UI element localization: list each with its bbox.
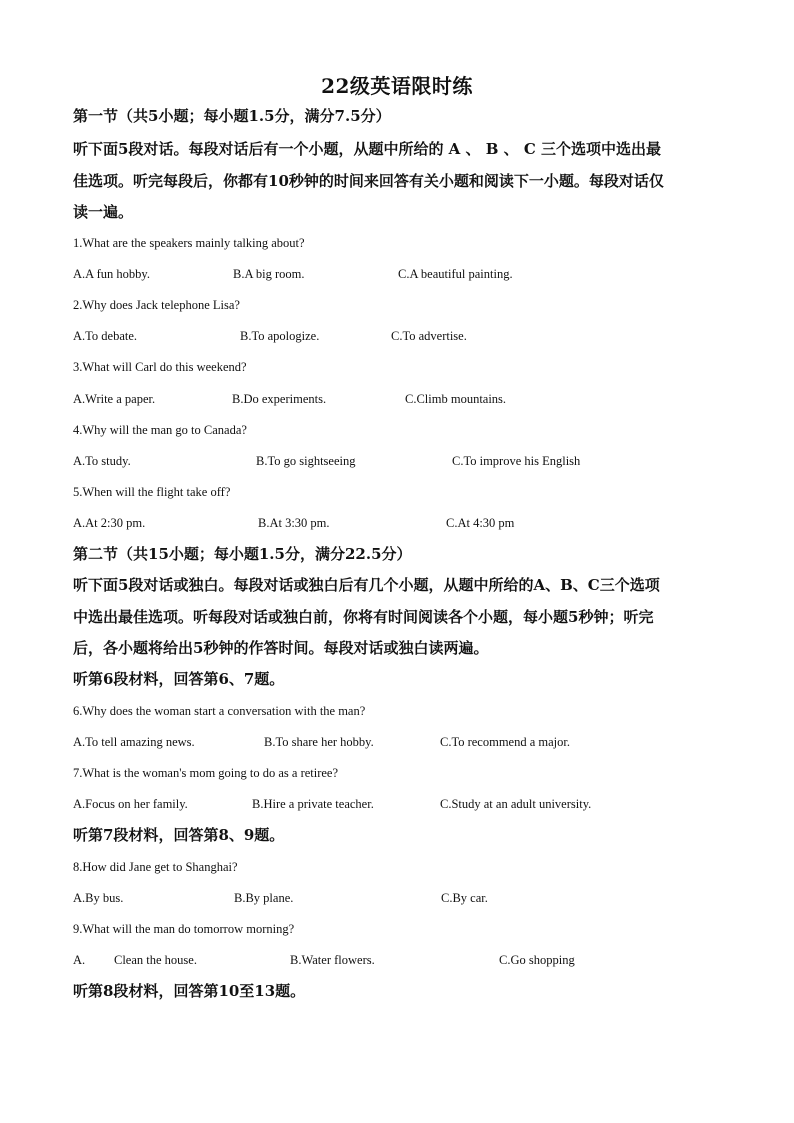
option-8a: A.By bus. xyxy=(73,891,124,905)
section1-instruction-line3: 读一遍。 xyxy=(73,203,134,221)
option-5c: C.At 4:30 pm xyxy=(446,516,515,530)
group-8-heading: 听第8段材料，回答第10至13题。 xyxy=(73,982,306,1000)
section1-instruction-line2: 佳选项。听完每段后，你都有10秒钟的时间来回答有关小题和阅读下一小题。每段对话仅 xyxy=(73,172,664,190)
option-5a: A.At 2:30 pm. xyxy=(73,516,146,530)
option-4c: C.To improve his English xyxy=(452,454,581,468)
option-2a: A.To debate. xyxy=(73,329,138,343)
option-1a: A.A fun hobby. xyxy=(73,267,150,281)
question-4: 4.Why will the man go to Canada? xyxy=(73,423,247,437)
question-8: 8.How did Jane get to Shanghai? xyxy=(73,860,238,874)
option-6c: C.To recommend a major. xyxy=(440,735,570,749)
option-7b: B.Hire a private teacher. xyxy=(252,797,374,811)
question-2: 2.Why does Jack telephone Lisa? xyxy=(73,298,240,312)
group-6-heading: 听第6段材料，回答第6、7题。 xyxy=(73,670,285,688)
option-4a: A.To study. xyxy=(73,454,131,468)
option-5b: B.At 3:30 pm. xyxy=(258,516,330,530)
question-6: 6.Why does the woman start a conversation with the man? xyxy=(73,704,366,718)
option-1c: C.A beautiful painting. xyxy=(398,267,513,281)
option-8b: B.By plane. xyxy=(234,891,294,905)
option-4b: B.To go sightseeing xyxy=(256,454,356,468)
option-2c: C.To advertise. xyxy=(391,329,467,343)
section2-instruction-line3: 后，各小题将给出5秒钟的作答时间。每段对话或独白读两遍。 xyxy=(73,639,489,657)
option-9a-text: Clean the house. xyxy=(114,953,197,967)
section1-heading: 第一节（共5小题；每小题1.5分，满分7.5分） xyxy=(73,107,391,125)
option-7a: A.Focus on her family. xyxy=(73,797,188,811)
option-3b: B.Do experiments. xyxy=(232,392,327,406)
section2-instruction-line1: 听下面5段对话或独白。每段对话或独白后有几个小题，从题中所给的A、B、C三个选项 xyxy=(73,576,660,594)
option-9a-letter: A. xyxy=(73,953,86,967)
question-3: 3.What will Carl do this weekend? xyxy=(73,360,247,374)
option-7c: C.Study at an adult university. xyxy=(440,797,592,811)
option-9c: C.Go shopping xyxy=(499,953,575,967)
option-6b: B.To share her hobby. xyxy=(264,735,374,749)
section1-instruction-line1: 听下面5段对话。每段对话后有一个小题，从题中所给的 A 、 B 、 C 三个选项中选出最 xyxy=(73,140,662,158)
option-3a: A.Write a paper. xyxy=(73,392,156,406)
option-6a: A.To tell amazing news. xyxy=(73,735,195,749)
option-1b: B.A big room. xyxy=(233,267,305,281)
option-8c: C.By car. xyxy=(441,891,488,905)
group-7-heading: 听第7段材料，回答第8、9题。 xyxy=(73,826,285,844)
question-7: 7.What is the woman's mom going to do as a retiree? xyxy=(73,766,339,780)
question-5: 5.When will the flight take off? xyxy=(73,485,231,499)
question-1: 1.What are the speakers mainly talking about? xyxy=(73,236,305,250)
option-3c: C.Climb mountains. xyxy=(405,392,507,406)
section2-instruction-line2: 中选出最佳选项。听每段对话或独白前，你将有时间阅读各个小题，每小题5秒钟；听完 xyxy=(73,608,654,626)
page-title: 22级英语限时练 xyxy=(321,74,473,98)
option-9b: B.Water flowers. xyxy=(290,953,375,967)
option-2b: B.To apologize. xyxy=(240,329,320,343)
section2-heading: 第二节（共15小题；每小题1.5分，满分22.5分） xyxy=(73,545,412,563)
question-9: 9.What will the man do tomorrow morning? xyxy=(73,922,295,936)
